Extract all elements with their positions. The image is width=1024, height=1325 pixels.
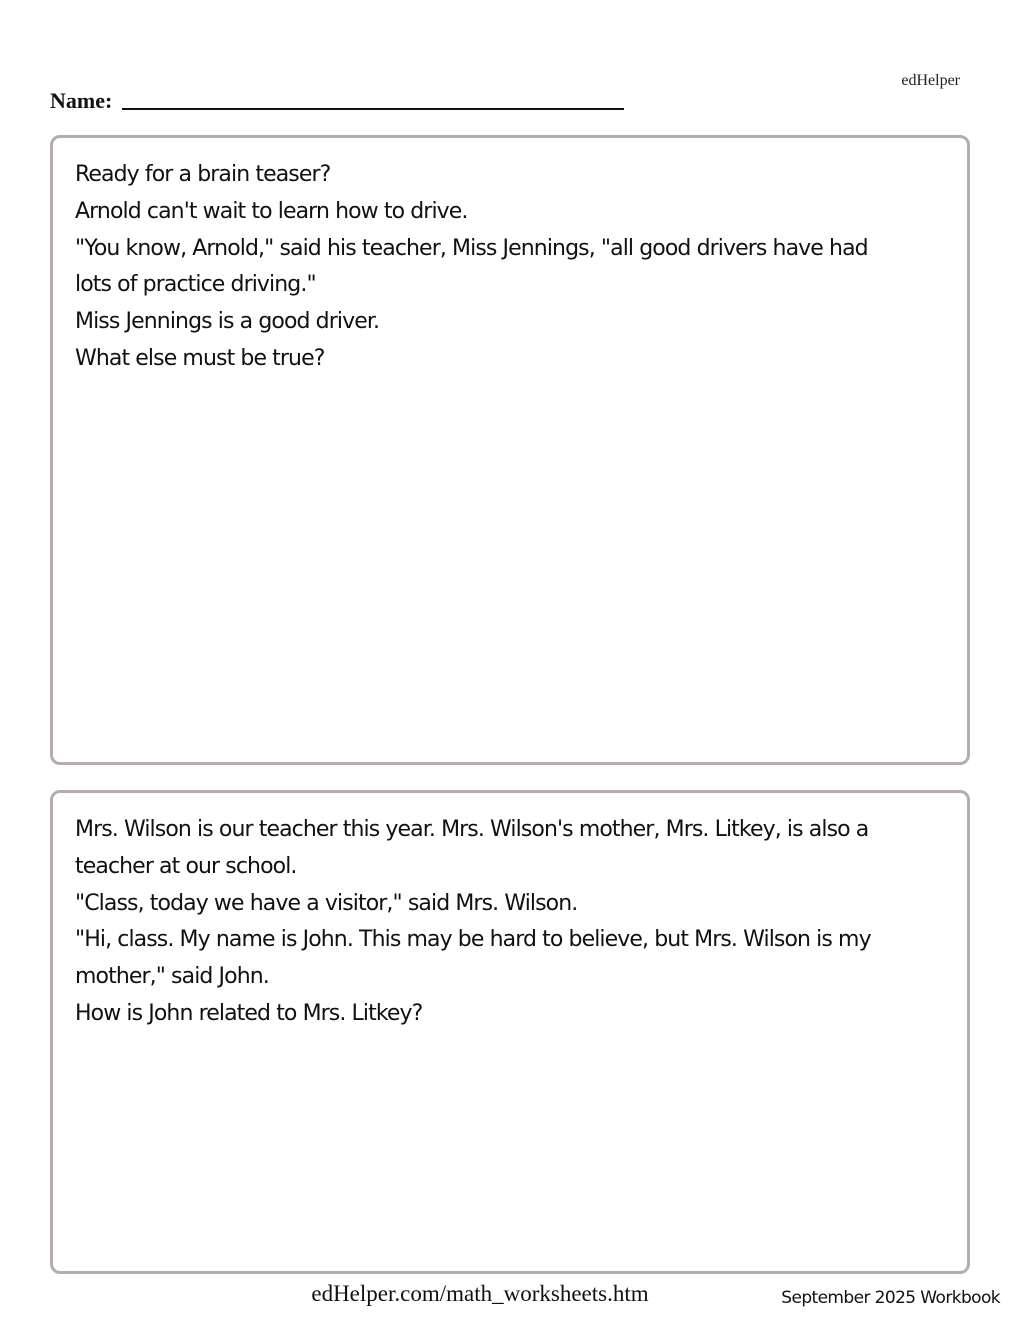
puzzle-card-1	[50, 135, 970, 765]
name-blank-line	[122, 108, 624, 110]
puzzle-1-line-5: Miss Jennings is a good driver.	[75, 309, 380, 335]
puzzle-1-line-3: "You know, Arnold," said his teacher, Miss Jennings, "all good drivers have had	[75, 235, 868, 261]
name-label: Name:	[50, 88, 113, 113]
footer-workbook-label: September 2025 Workbook	[781, 1288, 1000, 1308]
puzzle-2-line-2: teacher at our school.	[75, 853, 297, 879]
brand-label: edHelper	[901, 72, 960, 89]
puzzle-1-question: What else must be true?	[75, 345, 325, 371]
puzzle-2-question: How is John related to Mrs. Litkey?	[75, 1000, 423, 1026]
puzzle-2-line-1: Mrs. Wilson is our teacher this year. Mrs. Wilson's mother, Mrs. Litkey, is also a	[75, 817, 869, 842]
puzzle-2-line-4: "Hi, class. My name is John. This may be hard to believe, but Mrs. Wilson is my	[75, 927, 871, 953]
puzzle-1-line-4: lots of practice driving."	[75, 272, 316, 298]
puzzle-1-line-1: Ready for a brain teaser?	[75, 162, 331, 187]
puzzle-card-2	[50, 790, 970, 1274]
footer-url: edHelper.com/math_worksheets.htm	[311, 1281, 649, 1306]
name-field	[50, 88, 624, 114]
puzzle-1-line-2: Arnold can't wait to learn how to drive.	[75, 198, 468, 224]
puzzle-2-line-5: mother," said John.	[75, 964, 269, 990]
puzzle-2-line-3: "Class, today we have a visitor," said Mrs. Wilson.	[75, 890, 578, 916]
